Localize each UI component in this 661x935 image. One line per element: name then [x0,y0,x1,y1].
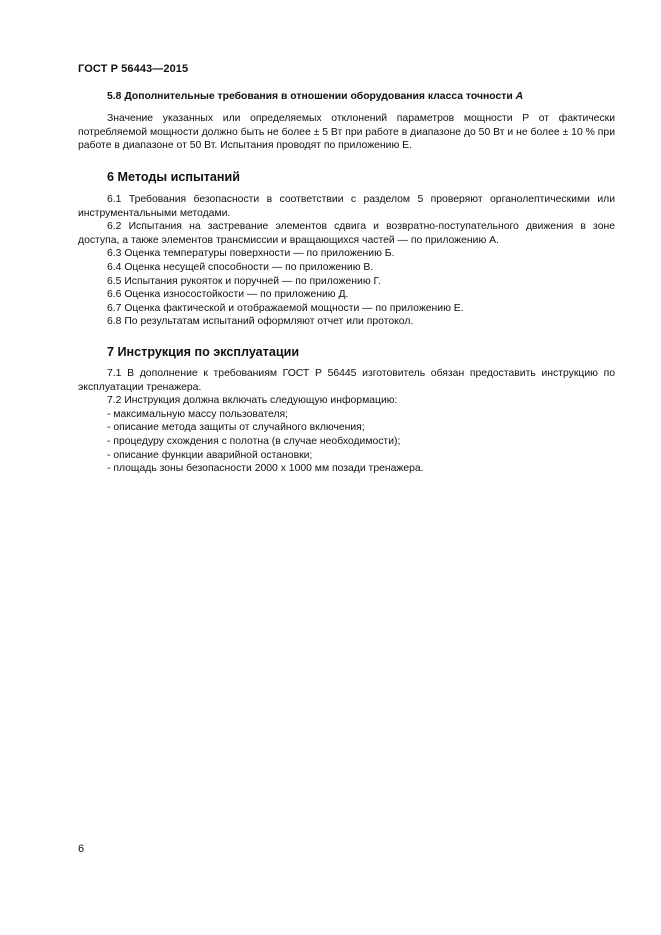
section-6-item: 6.3 Оценка температуры поверхности — по приложению Б. [107,248,395,260]
section-7-bullet: - процедуру схождения с полотна (в случае необходимости); [107,435,401,447]
section-7-1-paragraph: 7.1 В дополнение к требованиям ГОСТ Р 56445 изготовитель обязан предоставить инструкцию по эксплуатации тренажера. [78,368,615,393]
section-6-heading: 6 Методы испытаний [107,170,240,184]
section-7-bullet: - площадь зоны безопасности 2000 х 1000 мм позади тренажера. [107,463,424,475]
section-6-item: 6.4 Оценка несущей способности — по приложению В. [107,261,374,273]
section-7-body [78,367,615,476]
section-7-heading: 7 Инструкция по эксплуатации [107,345,300,359]
subsection-5-8-heading [107,91,523,102]
section-7-bullet: - описание метода защиты от случайного включения; [107,422,365,434]
section-6-1-paragraph: 6.1 Требования безопасности в соответствии с разделом 5 проверяют органолептическими или инструментальными методами. [78,194,615,219]
accuracy-class-letter: А [515,91,524,102]
section-6-item: 6.7 Оценка фактической и отображаемой мощности — по приложению Е. [107,302,464,314]
section-6-body [78,193,615,329]
section-5-8-body [78,112,615,153]
section-7-bullet: - максимальную массу пользователя; [107,408,289,420]
section-6-2-paragraph: 6.2 Испытания на застревание элементов сдвига и возвратно-поступательного движения в зоне доступа, а также элементов трансмиссии и вращающихся частей — по приложению А. [78,221,615,246]
section-6-item: 6.8 По результатам испытаний оформляют отчет или протокол. [107,316,414,328]
page-number: 6 [78,843,85,855]
section-6-item: 6.5 Испытания рукояток и поручней — по приложению Г. [107,275,381,287]
section-7-2-paragraph: 7.2 Инструкция должна включать следующую информацию: [107,395,398,407]
section-7-bullet: - описание функции аварийной остановки; [107,449,313,461]
section-6-item: 6.6 Оценка износостойкости — по приложению Д. [107,289,349,301]
document-code: ГОСТ Р 56443—2015 [78,63,189,75]
section-5-8-paragraph: Значение указанных или определяемых отклонений параметров мощности P от фактически потребляемой мощности должно быть не более ± 5 Вт при работе в диапазоне до 50 Вт и не более ± 10 % при работе в диапазоне от 50 Вт. Испытания проводят по приложению Е. [78,113,615,152]
subsection-5-8-heading-text: 5.8 Дополнительные требования в отношении оборудования класса точности [107,91,516,102]
